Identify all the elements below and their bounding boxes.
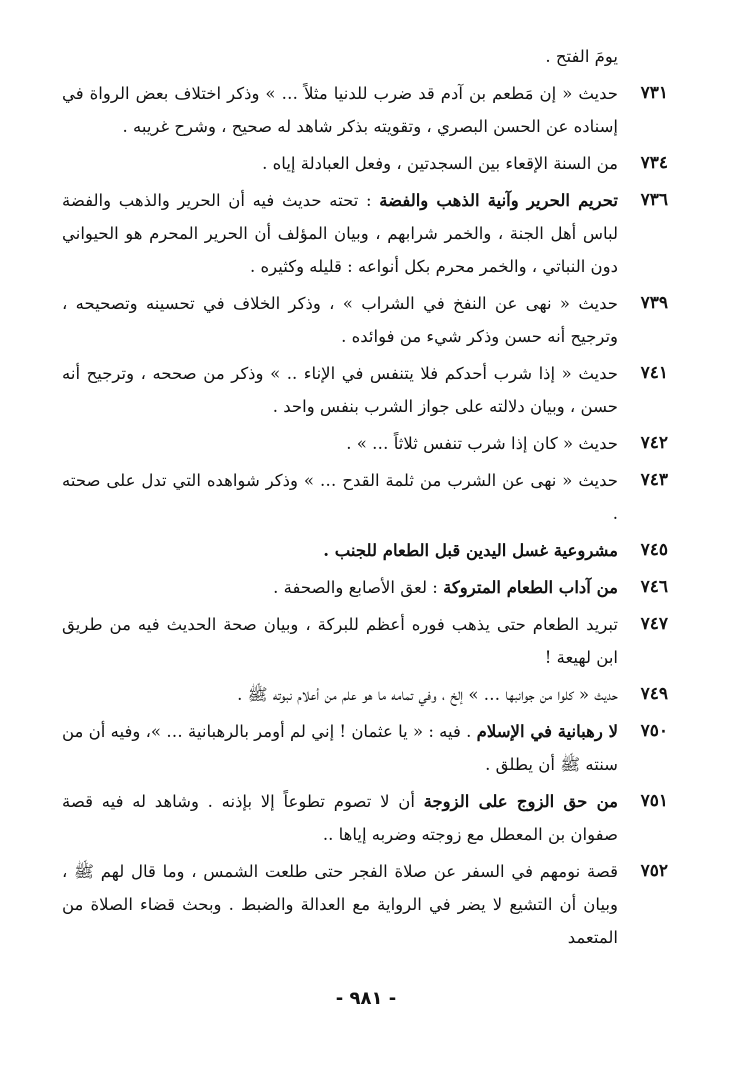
entry-heading: لا رهبانية في الإسلام [476,722,618,741]
index-entry [62,855,668,954]
entry-text: حديث « كان إذا شرب تنفس ثلاثاً … » . [346,434,618,453]
entry-number: ٧٥٢ [640,861,668,881]
entry-number: ٧٣٤ [640,153,668,173]
index-entry [62,184,668,283]
entry-text: حديث « إن مَطعم بن آدم قد ضرب للدنيا مثلاً … » وذكر اختلاف بعض الرواة في إسناده عن الحسن البصري ، وتقويته بذكر شاهد له صحيح ، وشرح غريبه . [62,84,618,136]
entry-text: من السنة الإقعاء بين السجدتين ، وفعل العبادلة إياه . [262,154,618,173]
entry-number: ٧٤٦ [640,577,668,597]
index-entry [62,534,668,567]
index-entry [62,678,668,711]
index-entry [62,785,668,851]
entry-heading: تحريم الحرير وآنية الذهب والفضة [379,191,618,210]
index-entry [62,147,668,180]
entry-text: حديث « نهى عن النفخ في الشراب » ، وذكر الخلاف في تحسينه وتصحيحه ، وترجيح أنه حسن وذكر شيء من فوائده . [62,294,618,346]
index-entry [62,715,668,781]
entry-number: ٧٥١ [640,791,668,811]
entry-text: قصة نومهم في السفر عن صلاة الفجر حتى طلعت الشمس ، وما قال لهم ﷺ ، وبيان أن التشيع لا يضر في الرواية مع العدالة والضبط . وبحث قضاء الصلاة من المتعمد [62,862,618,947]
index-page [62,40,668,958]
entry-number: ٧٤٣ [640,470,668,490]
entry-heading: مشروعية غسل اليدين قبل الطعام للجنب . [323,541,618,560]
entry-number: ٧٣٩ [640,293,668,313]
entry-number: ٧٤٥ [640,540,668,560]
entry-number: ٧٣١ [640,83,668,103]
entry-text: أن لا تصوم تطوعاً إلا بإذنه . وشاهد له فيه قصة صفوان بن المعطل مع زوجته وضربه إياها .. [62,792,618,844]
entry-text: تبريد الطعام حتى يذهب فوره أعظم للبركة ، وبيان صحة الحديث فيه من طريق ابن لهيعة ! [62,615,618,667]
continuation-text: يومَ الفتح . [545,47,618,66]
entry-number: ٧٤٩ [640,684,668,704]
index-entry [62,608,668,674]
entry-number: ٧٤١ [640,363,668,383]
continuation-line [62,40,668,73]
entry-text: حديث « كلوا من جوانبها … » إلخ ، وفي تمامه ما هو علم من أعلام نبوته ﷺ . [237,685,618,704]
entry-text: حديث « إذا شرب أحدكم فلا يتنفس في الإناء .. » وذكر من صححه ، وترجيح أنه حسن ، وبيان دلالته على جواز الشرب بنفس واحد . [62,364,618,416]
entry-number: ٧٥٠ [640,721,668,741]
index-entry [62,77,668,143]
index-entry [62,571,668,604]
entry-heading: من حق الزوج على الزوجة [423,792,618,811]
index-entry [62,464,668,530]
entry-number: ٧٤٢ [640,433,668,453]
entry-text: : لعق الأصابع والصحفة . [273,578,444,597]
entry-number: ٧٣٦ [640,190,668,210]
entry-text: : تحته حديث فيه أن الحرير والذهب والفضة لباس أهل الجنة ، والخمر شرابهم ، وبيان المؤلف أن الحرير المحرم هو الحيواني دون النباتي ، والخمر محرم بكل أنواعه : قليله وكثيره . [62,191,618,276]
entry-number: ٧٤٧ [640,614,668,634]
entry-text: . فيه : « يا عثمان ! إني لم أومر بالرهبانية … »، وفيه أن من سنته ﷺ أن يطلق . [62,722,618,774]
entry-heading: من آداب الطعام المتروكة [443,578,618,597]
index-entry [62,287,668,353]
entry-text: حديث « نهى عن الشرب من ثلمة القدح … » وذكر شواهده التي تدل على صحته . [62,471,618,523]
page-number: - ٩٨١ - [335,988,397,1009]
index-entry [62,427,668,460]
index-entry [62,357,668,423]
